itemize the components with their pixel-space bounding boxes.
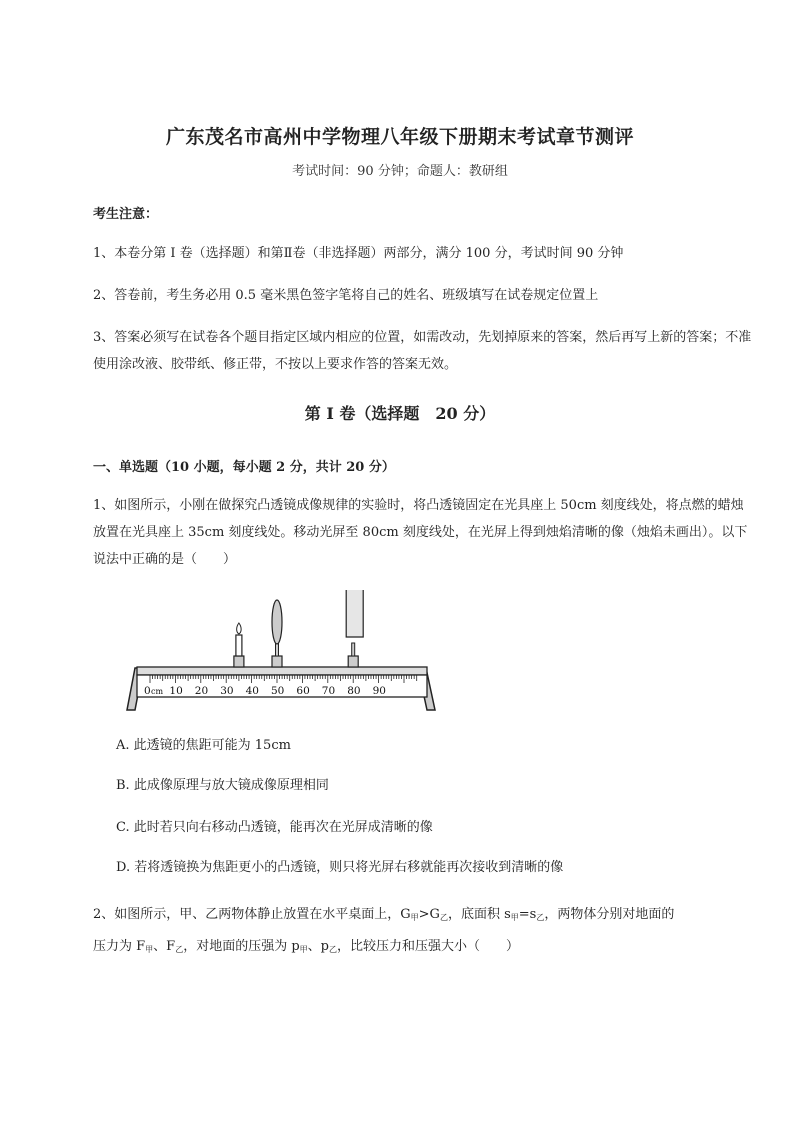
exam-info: 考试时间：90 分钟；命题人：教研组 — [292, 164, 508, 179]
notice-item-1: 1、本卷分第 I 卷（选择题）和第Ⅱ卷（非选择题）两部分，满分 100 分，考试时间 90 分钟 — [93, 246, 624, 261]
q2-text: >G — [418, 907, 440, 922]
convex-lens-icon — [272, 600, 282, 667]
light-screen-icon — [346, 590, 363, 667]
q2-text: 、F — [153, 939, 176, 954]
scale-label-90: 90 — [372, 685, 386, 697]
optical-bench-figure — [125, 590, 445, 720]
scale-label-50: 50 — [271, 685, 285, 697]
scale-label-20: 20 — [194, 685, 209, 697]
q1-option-c[interactable]: C. 此时若只向右移动凸透镜，能再次在光屏成清晰的像 — [116, 820, 433, 835]
notice-item-2: 2、答卷前，考生务必用 0.5 毫米黑色签字笔将自己的姓名、班级填写在试卷规定位置上 — [93, 288, 599, 303]
question-group-heading: 一、单选题（10 小题，每小题 2 分，共计 20 分） — [93, 460, 395, 475]
q2-subscript: 甲 — [299, 945, 308, 954]
bench-rail — [137, 667, 427, 675]
page-title: 广东茂名市高州中学物理八年级下册期末考试章节测评 — [165, 126, 634, 148]
question-2-line-1 — [93, 900, 753, 932]
q2-subscript: 乙 — [328, 945, 337, 954]
section-title: 第 I 卷（选择题 20 分） — [304, 404, 496, 423]
question-2-line-2 — [93, 932, 753, 964]
scale-label-70: 70 — [321, 685, 336, 697]
scale-label-unit: cm — [151, 687, 164, 696]
question-1-stem: 1、如图所示，小刚在做探究凸透镜成像规律的实验时，将凸透镜固定在光具座上 50cm 刻度线处，将点燃的蜡烛放置在光具座上 35cm 刻度线处。移动光屏至 80cm 刻度线处，在光屏上得到烛焰清晰的像（烛焰未画出）。以下说法中正确的是（ ） — [93, 498, 748, 567]
q2-subscript: 甲 — [410, 913, 419, 922]
q2-text: ，比较压力和压强大小（ ） — [336, 939, 519, 954]
q2-text: ，底面积 s — [447, 907, 511, 922]
q2-text: ，对地面的压强为 p — [183, 939, 300, 954]
scale-label-10: 10 — [169, 685, 183, 697]
question-2-stem — [93, 900, 753, 964]
q1-option-b[interactable]: B. 此成像原理与放大镜成像原理相同 — [116, 778, 329, 793]
notice-heading: 考生注意： — [93, 207, 159, 222]
scale-label-60: 60 — [296, 685, 310, 697]
q2-subscript: 甲 — [145, 945, 154, 954]
q2-subscript: 甲 — [510, 913, 519, 922]
q2-subscript: 乙 — [439, 913, 448, 922]
scale-label-30: 30 — [220, 685, 234, 697]
candle-icon — [234, 623, 244, 667]
scale-label-40: 40 — [245, 685, 259, 697]
q2-subscript: 乙 — [175, 945, 184, 954]
q2-text: ，两物体分别对地面的 — [544, 907, 675, 922]
scale-label-0: 0 — [144, 685, 151, 697]
q2-text: 、p — [307, 939, 329, 954]
q1-option-d[interactable]: D. 若将透镜换为焦距更小的凸透镜，则只将光屏右移就能再次接收到清晰的像 — [116, 860, 564, 875]
q2-text: 2、如图所示，甲、乙两物体静止放置在水平桌面上，G — [93, 907, 411, 922]
q2-text: 压力为 F — [93, 939, 146, 954]
scale-label-80: 80 — [347, 685, 361, 697]
q2-subscript: 乙 — [536, 913, 545, 922]
q1-option-a[interactable]: A. 此透镜的焦距可能为 15cm — [116, 738, 291, 753]
notice-item-3: 3、答案必须写在试卷各个题目指定区域内相应的位置，如需改动，先划掉原来的答案，然后再写上新的答案；不准使用涂改液、胶带纸、修正带，不按以上要求作答的答案无效。 — [93, 330, 752, 372]
q2-text: =s — [518, 907, 537, 922]
